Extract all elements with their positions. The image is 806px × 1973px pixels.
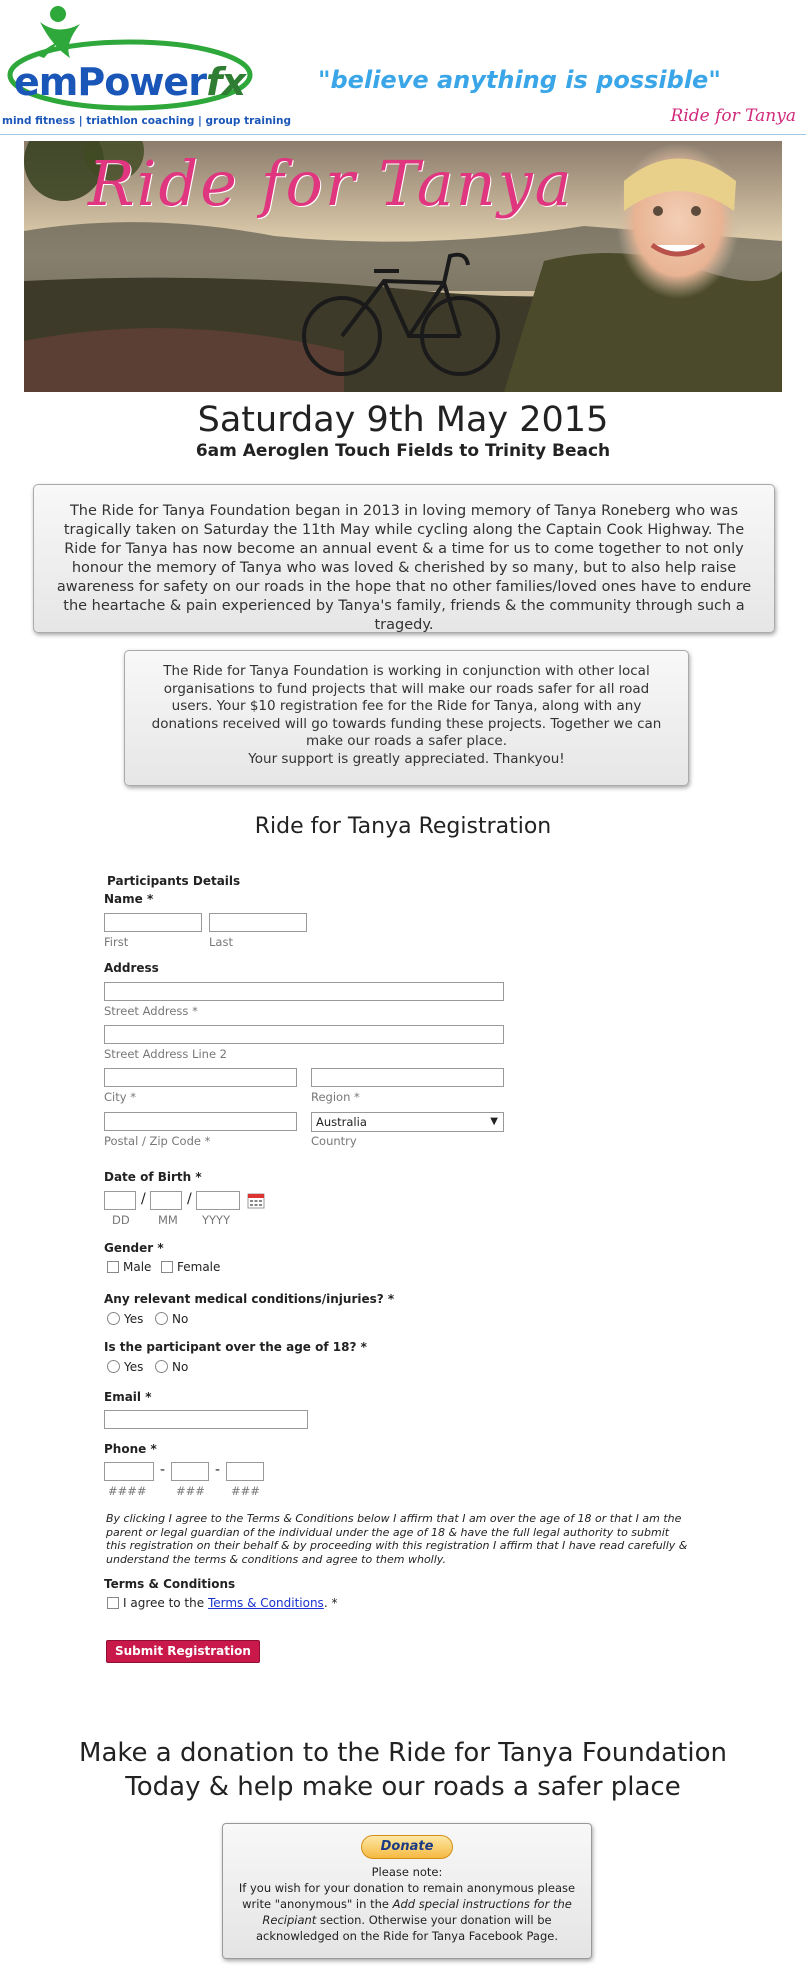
agree-terms-option[interactable]: I agree to the Terms & Conditions. *: [107, 1596, 337, 1610]
header-divider: [0, 134, 806, 135]
postal-code-sublabel: Postal / Zip Code *: [104, 1134, 211, 1148]
medical-label: Any relevant medical conditions/injuries? *: [104, 1292, 395, 1306]
phone-end-input[interactable]: [226, 1462, 264, 1481]
adult-no-option[interactable]: No: [155, 1360, 188, 1374]
female-checkbox[interactable]: [161, 1261, 173, 1273]
ride-for-tanya-link[interactable]: Ride for Tanya: [670, 106, 796, 126]
phone-mid-input[interactable]: [171, 1462, 209, 1481]
adult-label: Is the participant over the age of 18? *: [104, 1340, 367, 1354]
site-header: [0, 0, 806, 136]
medical-yes-option[interactable]: Yes: [107, 1312, 143, 1326]
dob-year-input[interactable]: [196, 1191, 240, 1210]
street-address-input[interactable]: [104, 982, 504, 1001]
medical-no-radio[interactable]: [155, 1312, 168, 1325]
country-select[interactable]: [311, 1112, 504, 1132]
gender-female-option[interactable]: Female: [161, 1260, 220, 1274]
phone-area-input[interactable]: [104, 1462, 154, 1481]
phone-area-hint: ####: [108, 1484, 147, 1498]
email-input[interactable]: [104, 1410, 308, 1429]
note-title: Please note:: [371, 1865, 443, 1879]
city-input[interactable]: [104, 1068, 297, 1087]
city-sublabel: City *: [104, 1090, 136, 1104]
country-select-value: Australia: [316, 1115, 367, 1129]
terms-link[interactable]: Terms & Conditions: [207, 1596, 324, 1610]
male-checkbox[interactable]: [107, 1261, 119, 1273]
date-separator: /: [141, 1191, 146, 1207]
phone-separator: -: [160, 1462, 166, 1478]
mm-sublabel: MM: [158, 1213, 178, 1227]
adult-yes-radio[interactable]: [107, 1360, 120, 1373]
name-label: Name *: [104, 892, 154, 906]
terms-label: Terms & Conditions: [104, 1577, 236, 1591]
donation-heading: [0, 1736, 806, 1804]
street-address-2-sublabel: Street Address Line 2: [104, 1047, 227, 1061]
foundation-info-text: The Ride for Tanya Foundation began in 2013 in loving memory of Tanya Roneberg who was tragically taken on Saturday the 11th May while cycling along the Captain Cook Highway. The Ride for Tanya has now become an annual event & a time for us to come together to not only honour the memory of Tanya who was loved & cherished by so many, but to also help raise awareness for safety on our roads in the hope that no other families/loved ones have to endure the heartache & pain experienced by Tanya's family, friends & the community through such a tragedy.: [56, 503, 752, 633]
calendar-icon[interactable]: [247, 1192, 265, 1209]
medical-yes-radio[interactable]: [107, 1312, 120, 1325]
thanks-text: Your support is greatly appreciated. Thankyou!: [248, 750, 565, 767]
date-separator: /: [187, 1191, 192, 1207]
section-title: Participants Details: [107, 874, 241, 888]
chevron-down-icon: ▼: [490, 1116, 498, 1127]
street-address-sublabel: Street Address *: [104, 1004, 198, 1018]
gender-male-option[interactable]: Male: [107, 1260, 151, 1274]
phone-separator: -: [215, 1462, 221, 1478]
region-input[interactable]: [311, 1068, 504, 1087]
gender-label: Gender *: [104, 1241, 164, 1255]
first-name-input[interactable]: [104, 913, 202, 932]
adult-yes-option[interactable]: Yes: [107, 1360, 143, 1374]
event-time-place: 6am Aeroglen Touch Fields to Trinity Beach: [195, 441, 611, 461]
yyyy-sublabel: YYYY: [202, 1213, 231, 1227]
postal-code-input[interactable]: [104, 1112, 297, 1131]
country-sublabel: Country: [311, 1134, 357, 1148]
logo-tagline: mind fitness | triathlon coaching | group training: [2, 115, 292, 127]
street-address-2-input[interactable]: [104, 1025, 504, 1044]
form-title: Ride for Tanya Registration: [254, 814, 552, 839]
last-sublabel: Last: [209, 935, 233, 949]
dob-label: Date of Birth *: [104, 1170, 202, 1184]
agree-terms-checkbox[interactable]: [107, 1597, 119, 1609]
donation-box: [222, 1823, 592, 1959]
event-date: Saturday 9th May 2015: [197, 400, 609, 440]
donation-heading-line2: Today & help make our roads a safer place: [125, 1772, 681, 1802]
projects-info-box: [124, 650, 689, 786]
region-sublabel: Region *: [311, 1090, 360, 1104]
donation-heading-line1: Make a donation to the Ride for Tanya Foundation: [79, 1738, 727, 1768]
phone-mid-hint: ###: [176, 1484, 205, 1498]
donation-note: If you wish for your donation to remain anonymous please write "anonymous" in the Add special instructions for the Recipiant section. Otherwise your donation will be acknowledged on the Ride for Tanya Facebook Page.: [238, 1881, 576, 1943]
adult-no-radio[interactable]: [155, 1360, 168, 1373]
terms-disclaimer: By clicking I agree to the Terms & Conditions below I affirm that I am over the age of 18 or that I am the parent or legal guardian of the individual under the age of 18 & have the full legal authority to submit this registration on their behalf & by proceeding with this registration I affirm that I have read carefully & understand the terms & conditions and agree to them wholly.: [106, 1512, 688, 1566]
dd-sublabel: DD: [112, 1213, 130, 1227]
dob-day-input[interactable]: [104, 1191, 136, 1210]
first-sublabel: First: [104, 935, 129, 949]
medical-no-option[interactable]: No: [155, 1312, 188, 1326]
banner-title: Ride for Tanya: [88, 147, 574, 220]
phone-end-hint: ###: [231, 1484, 260, 1498]
donate-button[interactable]: Donate: [361, 1835, 453, 1859]
address-label: Address: [104, 961, 159, 975]
banner-image: [24, 141, 782, 392]
email-label: Email *: [104, 1390, 152, 1404]
foundation-info-box: [33, 484, 775, 633]
slogan: "believe anything is possible": [318, 66, 721, 94]
submit-registration-button[interactable]: Submit Registration: [106, 1640, 260, 1663]
last-name-input[interactable]: [209, 913, 307, 932]
empower-fx-logo[interactable]: [0, 0, 292, 130]
projects-info-text: The Ride for Tanya Foundation is working in conjunction with other local organisations to fund projects that will make our roads safer for all road users. Your $10 registration fee for the Ride for Tanya, along with any donations received will go towards funding these projects. Together we can make our roads a safer place.: [151, 663, 662, 750]
logo-wordmark: emPowerfx: [14, 60, 245, 104]
phone-label: Phone *: [104, 1442, 157, 1456]
dob-month-input[interactable]: [150, 1191, 182, 1210]
